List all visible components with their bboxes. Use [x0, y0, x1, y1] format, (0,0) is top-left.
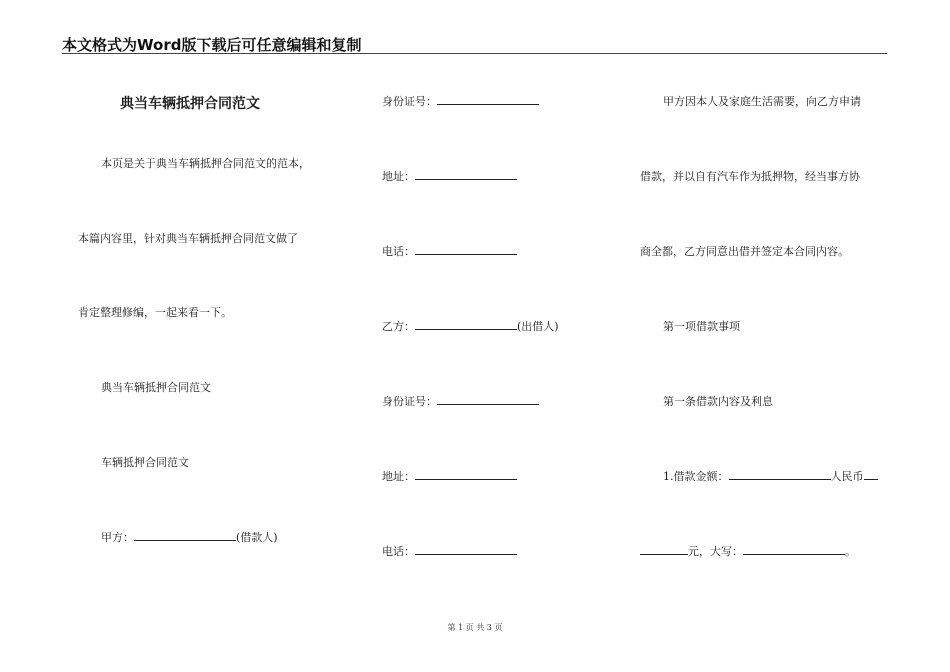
paragraph-line-3: 商全都，乙方同意出借并签定本合同内容。 [640, 245, 849, 258]
party-a-blank[interactable] [134, 529, 236, 541]
loan-amount-words-line [640, 543, 856, 559]
address-label-2: 地址： [382, 470, 415, 483]
article-heading-1: 第一条借款内容及利息 [663, 395, 773, 408]
page-footer: 第 1 页 共 3 页 [447, 623, 503, 632]
address-line-2 [382, 468, 517, 484]
document-title: 典当车辆抵押合同范文 [120, 96, 260, 112]
id-blank-2[interactable] [437, 393, 539, 405]
party-b-blank[interactable] [415, 318, 517, 330]
party-a-label: 甲方： [101, 531, 134, 544]
id-blank-1[interactable] [437, 93, 539, 105]
phone-blank-1[interactable] [415, 243, 517, 255]
loan-words-blank[interactable] [743, 543, 845, 555]
intro-line-2: 本篇内容里，针对典当车辆抵押合同范文做了 [78, 232, 298, 245]
loan-yuan-blank[interactable] [640, 543, 688, 555]
address-line-1 [382, 168, 517, 184]
id-line-2 [382, 393, 539, 409]
loan-amount-blank[interactable] [729, 468, 831, 480]
phone-line-1 [382, 243, 517, 259]
loan-amount-currency: 人民币 [830, 470, 864, 483]
intro-line-3: 肯定整理修编，一起来看一下。 [78, 306, 232, 319]
intro-line-1: 本页是关于典当车辆抵押合同范文的范本， [101, 157, 310, 170]
party-b-suffix: (出借人) [517, 320, 559, 333]
address-label-1: 地址： [382, 170, 415, 183]
paragraph-line-2: 借款，并以自有汽车作为抵押物，经当事方协 [640, 170, 860, 183]
party-b-label: 乙方： [382, 320, 415, 333]
loan-amount-label: 1.借款金额： [663, 470, 729, 483]
party-b-line [382, 318, 559, 334]
party-a-line [101, 529, 278, 545]
phone-label-1: 电话： [382, 245, 415, 258]
loan-end-mark: 。 [845, 545, 856, 558]
header-divider [62, 53, 887, 54]
id-line-1 [382, 93, 539, 109]
loan-yuan-label: 元，大写： [688, 545, 743, 558]
address-blank-2[interactable] [415, 468, 517, 480]
id-label-2: 身份证号： [382, 395, 437, 408]
loan-amount-tail-blank[interactable] [864, 468, 878, 480]
address-blank-1[interactable] [415, 168, 517, 180]
party-a-suffix: (借款人) [236, 531, 278, 544]
subtitle-2: 车辆抵押合同范文 [101, 456, 189, 469]
loan-amount-line [663, 468, 878, 484]
subtitle-1: 典当车辆抵押合同范文 [101, 381, 211, 394]
phone-line-2 [382, 543, 517, 559]
document-header: 本文格式为Word版下载后可任意编辑和复制 [62, 36, 362, 54]
section-heading-1: 第一项借款事项 [663, 320, 740, 333]
phone-label-2: 电话： [382, 545, 415, 558]
id-label-1: 身份证号： [382, 95, 437, 108]
paragraph-line-1: 甲方因本人及家庭生活需要，向乙方申请 [663, 95, 861, 108]
phone-blank-2[interactable] [415, 543, 517, 555]
